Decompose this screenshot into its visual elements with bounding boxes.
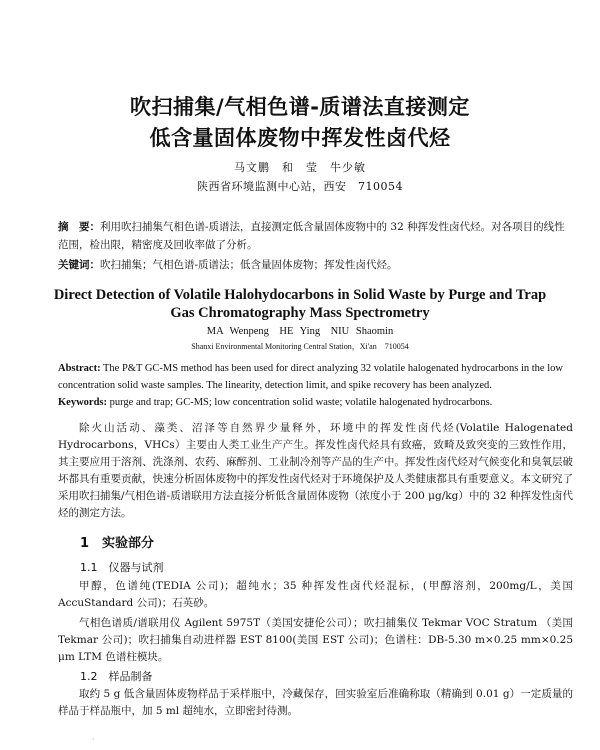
paragraph-sample-prep: 取约 5 g 低含量固体废物样品于采样瓶中，冷藏保存，回实验室后准确称取（精确到 0.01 g）一定质量的样品于样品瓶中，加 5 ml 超纯水，立即密封待测。 [58, 688, 573, 717]
chinese-title [40, 92, 560, 154]
subsection-heading-instruments: 1.1 仪器与试剂 [80, 561, 164, 574]
affiliation-chinese: 陕西省环境监测中心站，西安 710054 [197, 180, 403, 193]
keywords-chinese [58, 256, 573, 274]
abstract-chinese-label: 摘 要： [58, 221, 100, 233]
chinese-title-line-1: 吹扫捕集/气相色谱-质谱法直接测定 [130, 95, 470, 119]
section-heading-experimental: 1 实验部分 [80, 536, 155, 551]
keywords-english [58, 394, 573, 412]
affiliation-english: Shanxi Environmental Monitoring Central Station，Xi'an 710054 [191, 342, 409, 351]
paragraph-instruments: 气相色谱质/谱联用仪 Agilent 5975T（美国安捷伦公司）；吹扫捕集仪 Tekmar VOC Stratum （美国 Tekmar 公司)；吹扫捕集自动进样器 EST 8100(美国 EST 公司)；色谱柱：DB-5.30 m×0.25 mm×0.25 μm LTM 色谱柱模块。 [58, 617, 573, 663]
abstract-chinese [58, 218, 573, 254]
abstract-english [58, 360, 573, 394]
introduction-paragraph: 除火山活动、藻类、沼泽等自然界少量释外，环境中的挥发性卤代烃(Volatile Halogenated Hydrocarbons，VHCs）主要由人类工业生产产生。挥发性卤代烃具有致癌，致畸及致突变的三致性作用，其主要应用于溶剂、洗涤剂、农药、麻醉剂、工业制冷剂等产品的生产中。挥发性卤代烃对气候变化和臭氧层破坏都具有重要贡献，快速分析固体废物中的挥发性卤代烃对于环境保护及人类健康都具有重要意义。本文研究了采用吹扫捕集/气相色谱-质谱联用方法直接分析低含量固体废物（浓度小于 200 μg/kg）中的 32 种挥发性卤代烃的测定方法。 [58, 422, 573, 519]
keywords-chinese-text: 吹扫捕集；气相色谱-质谱法；低含量固体废物；挥发性卤代烃。 [100, 259, 398, 271]
subsection-heading-sample-prep: 1.2 样品制备 [80, 670, 153, 683]
abstract-english-label: Abstract: [58, 363, 101, 374]
keywords-chinese-label: 关键词： [58, 259, 100, 271]
keywords-english-text: purge and trap; GC-MS; low concentration solid waste; volatile halogenated hydrocarbons. [107, 397, 493, 408]
abstract-chinese-text: 利用吹扫捕集气相色谱-质谱法，直接测定低含量固体废物中的 32 种挥发性卤代烃。对各项目的线性范围，检出限，精密度及回收率做了分析。 [58, 221, 565, 251]
authors-english: MA Wenpeng HE Ying NIU Shaomin [206, 326, 394, 337]
chinese-title-line-2: 低含量固体废物中挥发性卤代烃 [149, 126, 451, 150]
scan-speck: · [92, 735, 95, 744]
authors-chinese: 马文鹏 和 莹 牛少敏 [234, 161, 366, 174]
abstract-english-text: The P&T GC-MS method has been used for direct analyzing 32 volatile halogenated hydrocarbons in the low concentration solid waste samples. The linearity, detection limit, and spike recovery has been analyzed. [58, 363, 563, 391]
paragraph-reagents: 甲醇，色谱纯(TEDIA 公司)；超纯水；35 种挥发性卤代烃混标，(甲醇溶剂，200mg/L，美国 AccuStandard 公司)；石英砂。 [58, 580, 573, 609]
keywords-english-label: Keywords: [58, 397, 107, 408]
english-title: Direct Detection of Volatile Halohydocarbons in Solid Waste by Purge and Trap Gas Chromatography Mass Spectrometry [53, 287, 547, 321]
